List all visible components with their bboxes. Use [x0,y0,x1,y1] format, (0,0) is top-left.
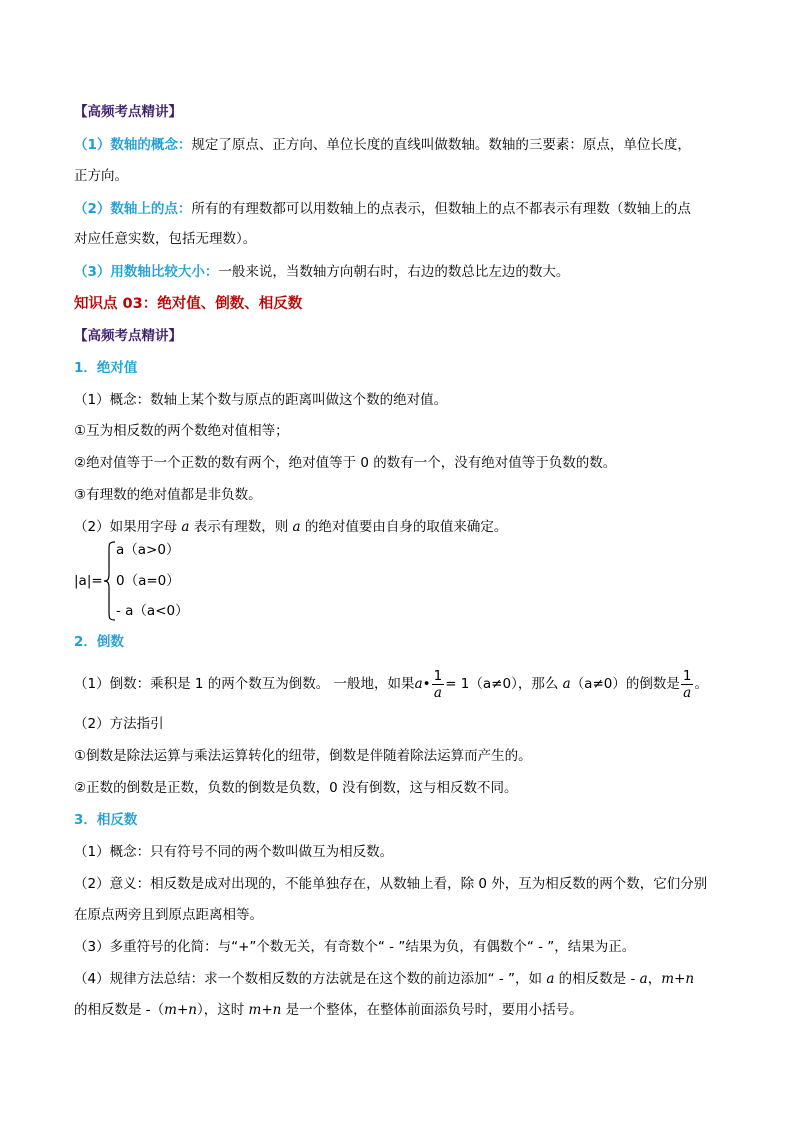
section-heading: 【高频考点精讲】 [74,104,182,120]
paragraph-text: 一般来说，当数轴方向朝右时，右边的数总比左边的数大。 [218,264,570,280]
text-span: 是一个整体，在整体前面添负号时，要用小括号。 [281,1002,583,1018]
fraction-one-over-a [432,668,445,701]
math-variable: m+n [661,971,695,987]
text-line [74,517,507,537]
text-line [74,1000,583,1020]
math-variable: m+n [248,1002,282,1018]
text-line: （1）概念：只有符号不同的两个数叫做互为相反数。 [74,844,394,860]
fraction-one-over-a [681,668,694,701]
text-line-reciprocal-definition [74,666,708,702]
math-variable: a [639,971,648,987]
dot-operator: • [422,676,431,692]
piecewise-case-negative: - a（a<0） [116,603,189,619]
text-line [74,969,694,989]
text-span: 的倒数是 [625,676,680,692]
text-line: （2）意义：相反数是成对出现的，不能单独存在，从数轴上看，除 0 外，互为相反数的两个数，它们分别 [74,876,708,892]
text-span: 。 [694,676,708,692]
text-span: 的相反数是 -（ [74,1002,165,1018]
text-line: （3）多重符号的化简：与“+”个数无关，有奇数个“ - ”结果为负，有偶数个“ - ”，结果为正。 [74,939,636,955]
math-variable: a [414,676,423,692]
piecewise-case-zero: 0（a=0） [116,573,180,589]
math-variable: m+n [164,1002,197,1018]
term-label: （1）数轴的概念： [74,137,192,153]
fraction-denominator: a [433,684,442,701]
text-line: （1）概念：数轴上某个数与原点的距离叫做这个数的绝对值。 [74,392,448,408]
text-span: 的相反数是 - [554,971,640,987]
paragraph-number-line-concept [74,135,691,155]
term-label: （2）数轴上的点： [74,201,192,217]
text-line: ③有理数的绝对值都是非负数。 [74,487,262,503]
paragraph-text: 所有的有理数都可以用数轴上的点表示，但数轴上的点不都表示有理数（数轴上的点 [191,201,691,217]
text-line: ①倒数是除法运算与乘法运算转化的纽带，倒数是伴随着除法运算而产生的。 [74,748,532,764]
math-variable: a [546,971,555,987]
condition: （a≠0） [570,676,626,692]
text-line: ①互为相反数的两个数绝对值相等； [74,423,289,439]
math-variable: a [292,519,301,535]
piecewise-case-positive: a（a>0） [116,542,180,558]
condition: （a≠0） [469,676,518,692]
text-span: 的绝对值要由自身的取值来确定。 [300,519,508,535]
text-span: 表示有理数，则 [189,519,293,535]
fraction-numerator: 1 [682,667,692,684]
piecewise-lhs: |a|= [74,573,103,589]
subsection-title-reciprocal: 2．倒数 [74,634,124,650]
paragraph-text: 规定了原点、正方向、单位长度的直线叫做数轴。数轴的三要素：原点，单位长度， [191,137,691,153]
paragraph-continuation: 正方向。 [74,168,128,184]
text-line: ②正数的倒数是正数，负数的倒数是负数，0 没有倒数，这与相反数不同。 [74,780,518,796]
equation-rhs: = 1 [445,676,470,692]
text-span: ），这时 [196,1002,249,1018]
subsection-title-opposite: 3．相反数 [74,812,138,828]
fraction-denominator: a [683,684,692,701]
section-heading: 【高频考点精讲】 [74,328,182,344]
knowledge-point-title: 知识点 03：绝对值、倒数、相反数 [74,296,303,312]
text-line: 在原点两旁且到原点距离相等。 [74,907,263,923]
paragraph-continuation: 对应任意实数，包括无理数）。 [74,231,257,247]
text-span: ，那么 [517,676,563,692]
brace-icon [103,540,117,622]
text-span: （1）倒数：乘积是 1 的两个数互为倒数。 一般地，如果 [74,676,415,692]
math-variable: a [562,676,571,692]
subsection-title-absolute-value: 1．绝对值 [74,360,138,376]
fraction-numerator: 1 [433,667,443,684]
text-span: ， [647,971,662,987]
text-span: （4）规律方法总结：求一个数相反数的方法就是在这个数的前边添加“ - ”，如 [74,971,547,987]
paragraph-compare-size [74,262,569,282]
paragraph-number-line-points [74,199,691,219]
math-variable: a [181,519,190,535]
text-line: ②绝对值等于一个正数的数有两个，绝对值等于 0 的数有一个，没有绝对值等于负数的数。 [74,455,617,471]
text-line: （2）方法指引 [74,716,164,732]
term-label: （3）用数轴比较大小： [74,264,219,280]
text-span: （2）如果用字母 [74,519,182,535]
